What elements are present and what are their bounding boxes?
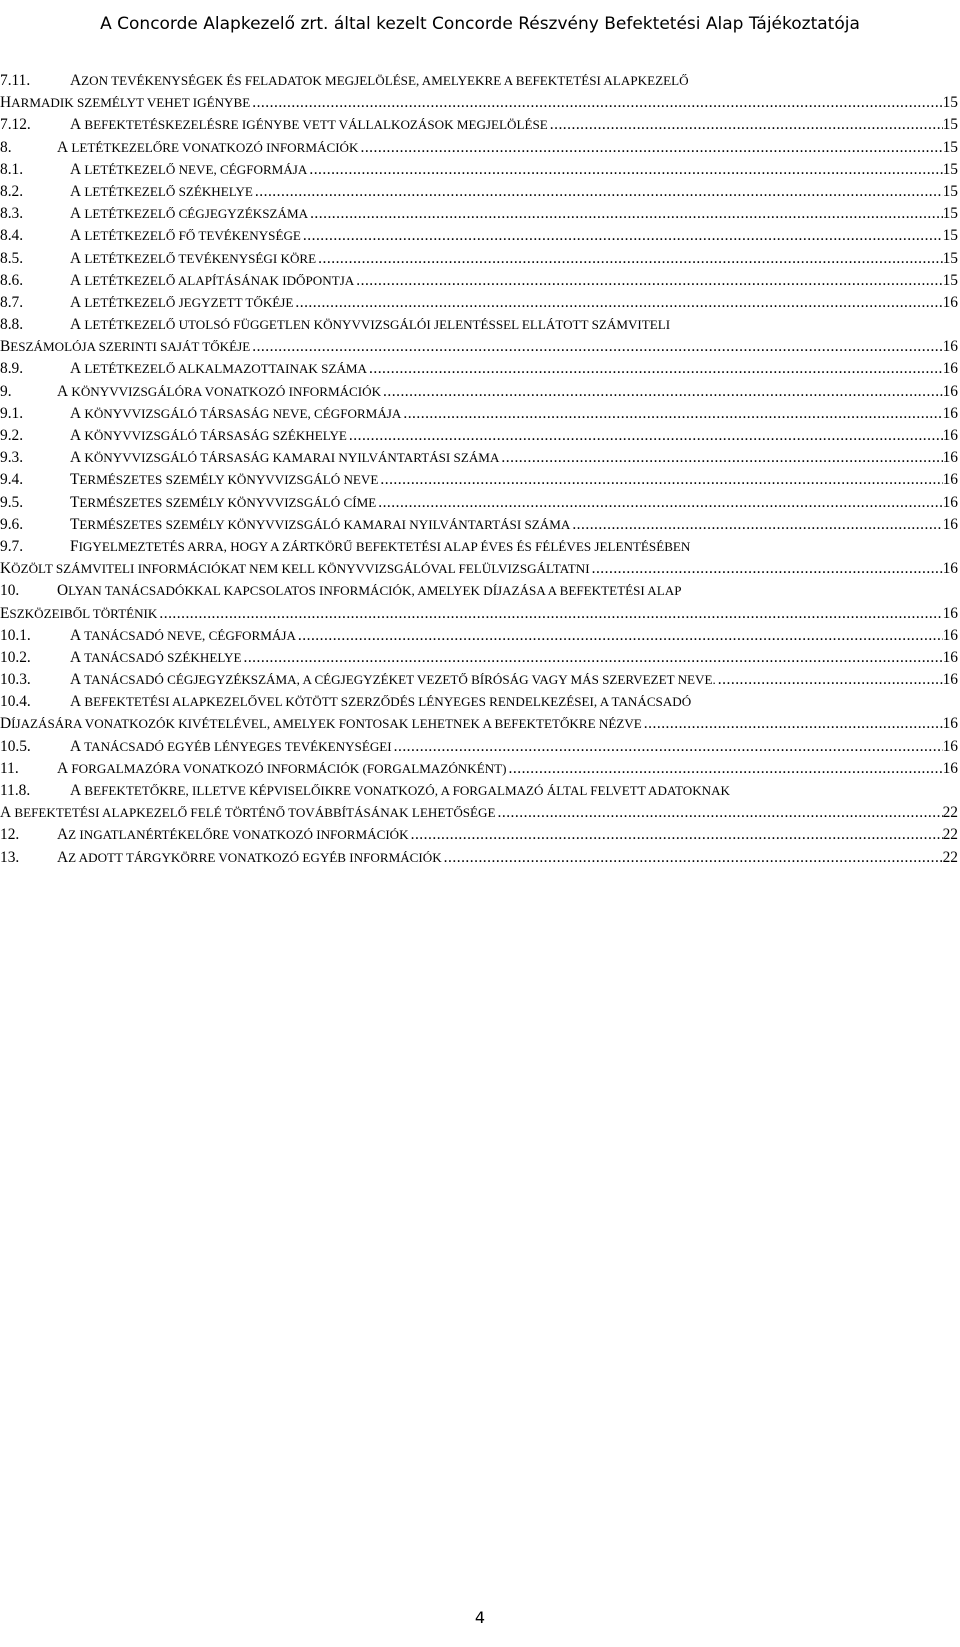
toc-title: AZ ADOTT TÁRGYKÖRRE VONATKOZÓ EGYÉB INFORMÁCIÓK <box>57 848 442 866</box>
toc-title: BESZÁMOLÓJA SZERINTI SAJÁT TŐKÉJE <box>0 338 251 356</box>
dot-leader <box>354 270 942 292</box>
toc-entry[interactable] <box>0 625 960 647</box>
toc-number: 9.5. <box>0 493 24 511</box>
toc-line <box>0 181 960 203</box>
dot-leader <box>307 159 942 181</box>
dot-leader <box>308 203 943 225</box>
toc-title: A LETÉTKEZELŐ NEVE, CÉGFORMÁJA <box>70 160 308 178</box>
toc-entry[interactable] <box>0 847 960 869</box>
table-of-contents <box>0 70 960 869</box>
toc-entry[interactable] <box>0 114 960 136</box>
toc-number: 8.5. <box>0 249 24 267</box>
toc-page-number: 16 <box>942 404 958 422</box>
toc-title: A TANÁCSADÓ SZÉKHELYE <box>70 648 242 666</box>
toc-title: A LETÉTKEZELŐ SZÉKHELYE <box>70 182 253 200</box>
toc-title: A BEFEKTETÉSI ALAPKEZELŐVEL KÖTÖTT SZERZŐDÉS LÉNYEGES RENDELKEZÉSEI, A TANÁCSADÓ <box>70 693 692 711</box>
dot-leader <box>157 603 942 625</box>
toc-number: 8.9. <box>0 360 24 378</box>
toc-number: 10.1. <box>0 626 31 644</box>
toc-number: 8.7. <box>0 293 24 311</box>
toc-page-number: 16 <box>942 560 958 578</box>
toc-entry[interactable] <box>0 225 960 247</box>
dot-leader <box>499 447 942 469</box>
dot-leader <box>570 514 942 536</box>
toc-line <box>0 159 960 181</box>
toc-line <box>0 625 960 647</box>
header-title: A Concorde Alapkezelő zrt. által kezelt Concorde Részvény Befektetési Alap Tájékoztatója <box>100 14 860 34</box>
toc-title: DÍJAZÁSÁRA VONATKOZÓK KIVÉTELÉVEL, AMELYEK FONTOSAK LEHETNEK A BEFEKTETŐKRE NÉZVE <box>0 715 642 733</box>
dot-leader <box>496 802 943 824</box>
toc-number: 12. <box>0 826 20 844</box>
dot-leader <box>296 625 943 647</box>
toc-line <box>0 137 960 159</box>
dot-leader <box>253 181 943 203</box>
toc-title: OLYAN TANÁCSADÓKKAL KAPCSOLATOS INFORMÁCIÓK, AMELYEK DÍJAZÁSA A BEFEKTETÉSI ALAP <box>57 582 682 600</box>
toc-entry[interactable] <box>0 137 960 159</box>
toc-title: A LETÉTKEZELŐ JEGYZETT TŐKÉJE <box>70 293 294 311</box>
toc-page-number: 22 <box>942 826 958 844</box>
toc-line <box>0 847 960 869</box>
toc-number: 8.1. <box>0 160 24 178</box>
dot-leader <box>250 92 942 114</box>
dot-leader <box>409 824 943 846</box>
toc-title: A TANÁCSADÓ NEVE, CÉGFORMÁJA <box>70 626 296 644</box>
toc-title: AZ INGATLANÉRTÉKELŐRE VONATKOZÓ INFORMÁCIÓK <box>57 826 409 844</box>
toc-title: FIGYELMEZTETÉS ARRA, HOGY A ZÁRTKÖRŰ BEFEKTETÉSI ALAP ÉVES ÉS FÉLÉVES JELENTÉSÉBEN <box>70 537 691 555</box>
toc-page-number: 16 <box>942 759 958 777</box>
toc-line <box>0 647 960 669</box>
toc-title: A BEFEKTETŐKRE, ILLETVE KÉPVISELŐIKRE VONATKOZÓ, A FORGALMAZÓ ÁLTAL FELVETT ADATOKNAK <box>70 782 731 799</box>
toc-number: 9.6. <box>0 515 24 533</box>
dot-leader <box>316 248 942 270</box>
toc-line <box>0 336 960 358</box>
dot-leader <box>442 847 943 869</box>
toc-page-number: 16 <box>942 737 958 755</box>
toc-number: 10.2. <box>0 648 31 666</box>
toc-entry[interactable] <box>0 536 960 580</box>
toc-number: 8.4. <box>0 227 24 245</box>
toc-number: 11. <box>0 759 19 777</box>
toc-page-number: 16 <box>942 671 958 689</box>
toc-page-number: 16 <box>942 515 958 533</box>
toc-title: A KÖNYVVIZSGÁLÓRA VONATKOZÓ INFORMÁCIÓK <box>57 382 382 400</box>
toc-page-number: 16 <box>942 427 958 444</box>
toc-page-number: 15 <box>942 116 958 134</box>
toc-title: A LETÉTKEZELŐ ALAPÍTÁSÁNAK IDŐPONTJA <box>70 271 355 289</box>
toc-line <box>0 824 960 846</box>
toc-number: 9.3. <box>0 449 24 467</box>
toc-title: A LETÉTKEZELŐ CÉGJEGYZÉKSZÁMA <box>70 205 309 223</box>
toc-line <box>0 358 960 380</box>
toc-page-number: 16 <box>942 338 958 356</box>
toc-entry[interactable] <box>0 736 960 758</box>
dot-leader <box>381 381 943 403</box>
toc-title: TERMÉSZETES SZEMÉLY KÖNYVVIZSGÁLÓ NEVE <box>70 471 379 489</box>
toc-line <box>0 403 960 425</box>
toc-number: 10.4. <box>0 693 31 711</box>
toc-number: 10. <box>0 582 20 600</box>
toc-page-number: 15 <box>942 227 958 245</box>
toc-number: 11.8. <box>0 782 31 799</box>
toc-entry[interactable] <box>0 358 960 380</box>
toc-line <box>0 203 960 225</box>
toc-title: TERMÉSZETES SZEMÉLY KÖNYVVIZSGÁLÓ CÍME <box>70 493 377 511</box>
toc-line <box>0 758 960 780</box>
dot-leader <box>392 736 943 758</box>
dot-leader <box>347 425 943 447</box>
toc-title: A KÖNYVVIZSGÁLÓ TÁRSASÁG KAMARAI NYILVÁNTARTÁSI SZÁMA <box>70 449 500 467</box>
toc-line <box>0 713 960 735</box>
toc-line <box>0 469 960 491</box>
dot-leader <box>590 558 943 580</box>
toc-line <box>0 92 960 114</box>
dot-leader <box>716 669 943 691</box>
toc-line <box>0 536 960 558</box>
toc-title: A LETÉTKEZELŐRE VONATKOZÓ INFORMÁCIÓK <box>57 138 359 156</box>
toc-line <box>0 580 960 602</box>
dot-leader <box>241 647 942 669</box>
toc-number: 8.8. <box>0 316 24 334</box>
toc-entry[interactable] <box>0 691 960 735</box>
toc-entry[interactable] <box>0 292 960 314</box>
dot-leader <box>358 137 942 159</box>
toc-number: 9.2. <box>0 427 24 444</box>
toc-line <box>0 225 960 247</box>
toc-entry[interactable] <box>0 381 960 403</box>
toc-page-number: 16 <box>942 449 958 467</box>
toc-page-number: 16 <box>942 648 958 666</box>
toc-entry[interactable] <box>0 181 960 203</box>
toc-entry[interactable] <box>0 824 960 846</box>
toc-number: 7.11. <box>0 72 31 89</box>
toc-number: 13. <box>0 848 20 866</box>
toc-entry[interactable] <box>0 314 960 358</box>
toc-number: 8.3. <box>0 205 24 223</box>
toc-line <box>0 270 960 292</box>
toc-entry[interactable] <box>0 70 960 114</box>
toc-entry[interactable] <box>0 780 960 824</box>
toc-line <box>0 114 960 136</box>
toc-entry[interactable] <box>0 203 960 225</box>
toc-page-number: 16 <box>942 626 958 644</box>
toc-line <box>0 691 960 713</box>
toc-line <box>0 248 960 270</box>
toc-page-number: 15 <box>942 94 958 112</box>
page-number: 4 <box>474 1608 486 1627</box>
toc-entry[interactable] <box>0 492 960 514</box>
dot-leader <box>250 336 942 358</box>
toc-page-number: 22 <box>942 848 958 866</box>
toc-number: 10.3. <box>0 671 31 689</box>
toc-line <box>0 514 960 536</box>
toc-title: A TANÁCSADÓ EGYÉB LÉNYEGES TEVÉKENYSÉGEI <box>70 737 392 755</box>
toc-title: AZON TEVÉKENYSÉGEK ÉS FELADATOK MEGJELÖLÉSE, AMELYEKRE A BEFEKTETÉSI ALAPKEZELŐ <box>70 72 689 89</box>
toc-entry[interactable] <box>0 270 960 292</box>
toc-page-number: 15 <box>942 249 958 267</box>
toc-page-number: 16 <box>942 360 958 378</box>
toc-number: 10.5. <box>0 737 31 755</box>
toc-page-number: 16 <box>942 471 958 489</box>
toc-page-number: 16 <box>942 715 958 733</box>
dot-leader <box>548 114 943 136</box>
toc-number: 9.7. <box>0 537 24 555</box>
toc-page-number: 16 <box>942 493 958 511</box>
toc-number: 8. <box>0 138 12 156</box>
toc-title: KÖZÖLT SZÁMVITELI INFORMÁCIÓKAT NEM KELL KÖNYVVIZSGÁLÓVAL FELÜLVIZSGÁLTATNI <box>0 560 590 578</box>
toc-page-number: 15 <box>942 205 958 223</box>
dot-leader <box>507 758 943 780</box>
toc-number: 8.2. <box>0 182 24 200</box>
toc-title: A KÖNYVVIZSGÁLÓ TÁRSASÁG NEVE, CÉGFORMÁJA <box>70 404 402 422</box>
dot-leader <box>376 492 942 514</box>
toc-number: 9.1. <box>0 404 24 422</box>
toc-title: A KÖNYVVIZSGÁLÓ TÁRSASÁG SZÉKHELYE <box>70 427 347 444</box>
toc-line <box>0 558 960 580</box>
toc-line <box>0 425 960 447</box>
toc-title: A LETÉTKEZELŐ TEVÉKENYSÉGI KÖRE <box>70 249 317 267</box>
toc-entry[interactable] <box>0 469 960 491</box>
toc-number: 7.12. <box>0 116 31 134</box>
dot-leader <box>367 358 943 380</box>
toc-title: HARMADIK SZEMÉLYT VEHET IGÉNYBE <box>0 94 251 112</box>
toc-line <box>0 314 960 336</box>
toc-number: 9. <box>0 382 12 400</box>
toc-title: A TANÁCSADÓ CÉGJEGYZÉKSZÁMA, A CÉGJEGYZÉKET VEZETŐ BÍRÓSÁG VAGY MÁS SZERVEZET NEVE. <box>70 671 716 689</box>
toc-line <box>0 70 960 92</box>
toc-entry[interactable] <box>0 514 960 536</box>
toc-title: A LETÉTKEZELŐ ALKALMAZOTTAINAK SZÁMA <box>70 360 368 378</box>
toc-entry[interactable] <box>0 425 960 447</box>
toc-line <box>0 603 960 625</box>
toc-line <box>0 381 960 403</box>
toc-page-number: 16 <box>942 382 958 400</box>
toc-line <box>0 736 960 758</box>
toc-title: A BEFEKTETÉSI ALAPKEZELŐ FELÉ TÖRTÉNŐ TOVÁBBÍTÁSÁNAK LEHETŐSÉGE <box>0 804 496 822</box>
toc-page-number: 15 <box>942 182 958 200</box>
toc-entry[interactable] <box>0 159 960 181</box>
toc-line <box>0 492 960 514</box>
toc-page-number: 15 <box>942 271 958 289</box>
toc-title: A LETÉTKEZELŐ FŐ TEVÉKENYSÉGE <box>70 227 301 245</box>
toc-line <box>0 780 960 802</box>
toc-page-number: 15 <box>942 138 958 156</box>
toc-entry[interactable] <box>0 403 960 425</box>
toc-title: A FORGALMAZÓRA VONATKOZÓ INFORMÁCIÓK (FORGALMAZÓNKÉNT) <box>57 759 507 777</box>
dot-leader <box>642 713 943 735</box>
toc-entry[interactable] <box>0 647 960 669</box>
toc-entry[interactable] <box>0 447 960 469</box>
toc-title: ESZKÖZEIBŐL TÖRTÉNIK <box>0 604 158 622</box>
toc-number: 8.6. <box>0 271 24 289</box>
dot-leader <box>301 225 943 247</box>
toc-page-number: 16 <box>942 293 958 311</box>
toc-entry[interactable] <box>0 248 960 270</box>
toc-number: 9.4. <box>0 471 24 489</box>
toc-title: TERMÉSZETES SZEMÉLY KÖNYVVIZSGÁLÓ KAMARAI NYILVÁNTARTÁSI SZÁMA <box>70 515 571 533</box>
toc-entry[interactable] <box>0 580 960 624</box>
toc-page-number: 16 <box>942 604 958 622</box>
toc-line <box>0 292 960 314</box>
dot-leader <box>401 403 942 425</box>
toc-line <box>0 447 960 469</box>
toc-entry[interactable] <box>0 669 960 691</box>
toc-page-number: 22 <box>942 804 958 822</box>
document-header <box>0 0 960 48</box>
toc-page-number: 15 <box>942 160 958 178</box>
toc-line <box>0 802 960 824</box>
dot-leader <box>378 469 942 491</box>
dot-leader <box>293 292 942 314</box>
toc-entry[interactable] <box>0 758 960 780</box>
toc-title: A LETÉTKEZELŐ UTOLSÓ FÜGGETLEN KÖNYVVIZSGÁLÓI JELENTÉSSEL ELLÁTOTT SZÁMVITELI <box>70 316 671 334</box>
toc-title: A BEFEKTETÉSKEZELÉSRE IGÉNYBE VETT VÁLLALKOZÁSOK MEGJELÖLÉSE <box>70 116 548 134</box>
toc-line <box>0 669 960 691</box>
